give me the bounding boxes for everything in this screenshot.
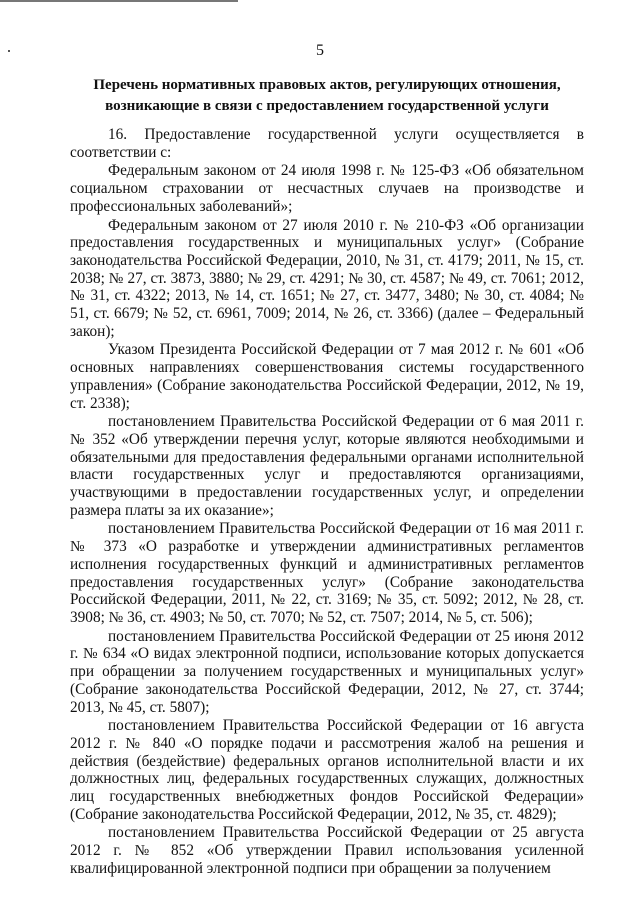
title-line-1: Перечень нормативных правовых актов, регулирующих отношения, [93, 77, 561, 93]
top-rule [0, 0, 238, 2]
paragraph-law-125fz: Федеральным законом от 24 июля 1998 г. № 125-ФЗ «Об обязательном социальном страховании от несчастных случаев на производстве и профессиональных заболеваний»; [70, 162, 584, 215]
title-line-2: возникающие в связи с предоставлением государственной услуги [105, 98, 549, 114]
paragraph-law-210fz: Федеральным законом от 27 июля 2010 г. № 210-ФЗ «Об организации предоставления государственных и муниципальных услуг» (Собрание законодательства Российской Федерации, 2010, № 31, ст. 4179; 2011, № 15, ст. 2038; № 27, ст. 3873, 3880; № 29, ст. 4291; № 30, ст. 4587; № 49, ст. 7061; 2012, № 31, ст. 4322; 2013, № 14, ст. 1651; № 27, ст. 3477, 3480; № 30, ст. 4084; № 51, ст. 6679; № 52, ст. 6961, 7009; 2014, № 26, ст. 3366) (далее – Федеральный закон); [70, 216, 584, 340]
page-number: 5 [316, 42, 324, 59]
paragraph-resolution-634: постановлением Правительства Российской Федерации от 25 июня 2012 г. № 634 «О видах электронной подписи, использование которых допускается при обращении за получением государственных и муниципальных услуг» (Собрание законодательства Российской Федерации, 2012, № 27, ст. 3744; 2013, № 45, ст. 5807); [70, 627, 584, 716]
paragraph-resolution-840: постановлением Правительства Российской Федерации от 16 августа 2012 г. № 840 «О порядке подачи и рассмотрения жалоб на решения и действия (бездействие) федеральных органов исполнительной власти и их должностных лиц, федеральных государственных служащих, должностных лиц государственных внебюджетных фондов Российской Федерации» (Собрание законодательства Российской Федерации, 2012, № 35, ст. 4829); [70, 717, 584, 823]
document-body [70, 126, 584, 878]
paragraph-resolution-373: постановлением Правительства Российской Федерации от 16 мая 2011 г. № 373 «О разработке и утверждении административных регламентов исполнения государственных функций и административных регламентов предоставления государственных услуг» (Собрание законодательства Российской Федерации, 2011, № 22, ст. 3169; № 35, ст. 5092; 2012, № 28, ст. 3908; № 36, ст. 4903; № 50, ст. 7070; № 52, ст. 7507; 2014, № 5, ст. 506); [70, 520, 584, 626]
paragraph-intro: 16. Предоставление государственной услуги осуществляется в соответствии с: [70, 126, 584, 161]
paragraph-resolution-852: постановлением Правительства Российской Федерации от 25 августа 2012 г. № 852 «Об утверждении Правил использования усиленной квалифицированной электронной подписи при обращении за получением [70, 824, 584, 877]
paragraph-resolution-352: постановлением Правительства Российской Федерации от 6 мая 2011 г. № 352 «Об утверждении перечня услуг, которые являются необходимыми и обязательными для предоставления федеральными органами исполнительной власти государственных услуг и предоставляются организациями, участвующими в предоставлении государственных услуг, и определении размера платы за их оказание»; [70, 413, 584, 519]
paragraph-decree-601: Указом Президента Российской Федерации от 7 мая 2012 г. № 601 «Об основных направлениях совершенствования системы государственного управления» (Собрание законодательства Российской Федерации, 2012, № 19, ст. 2338); [70, 341, 584, 412]
document-title [70, 75, 584, 117]
